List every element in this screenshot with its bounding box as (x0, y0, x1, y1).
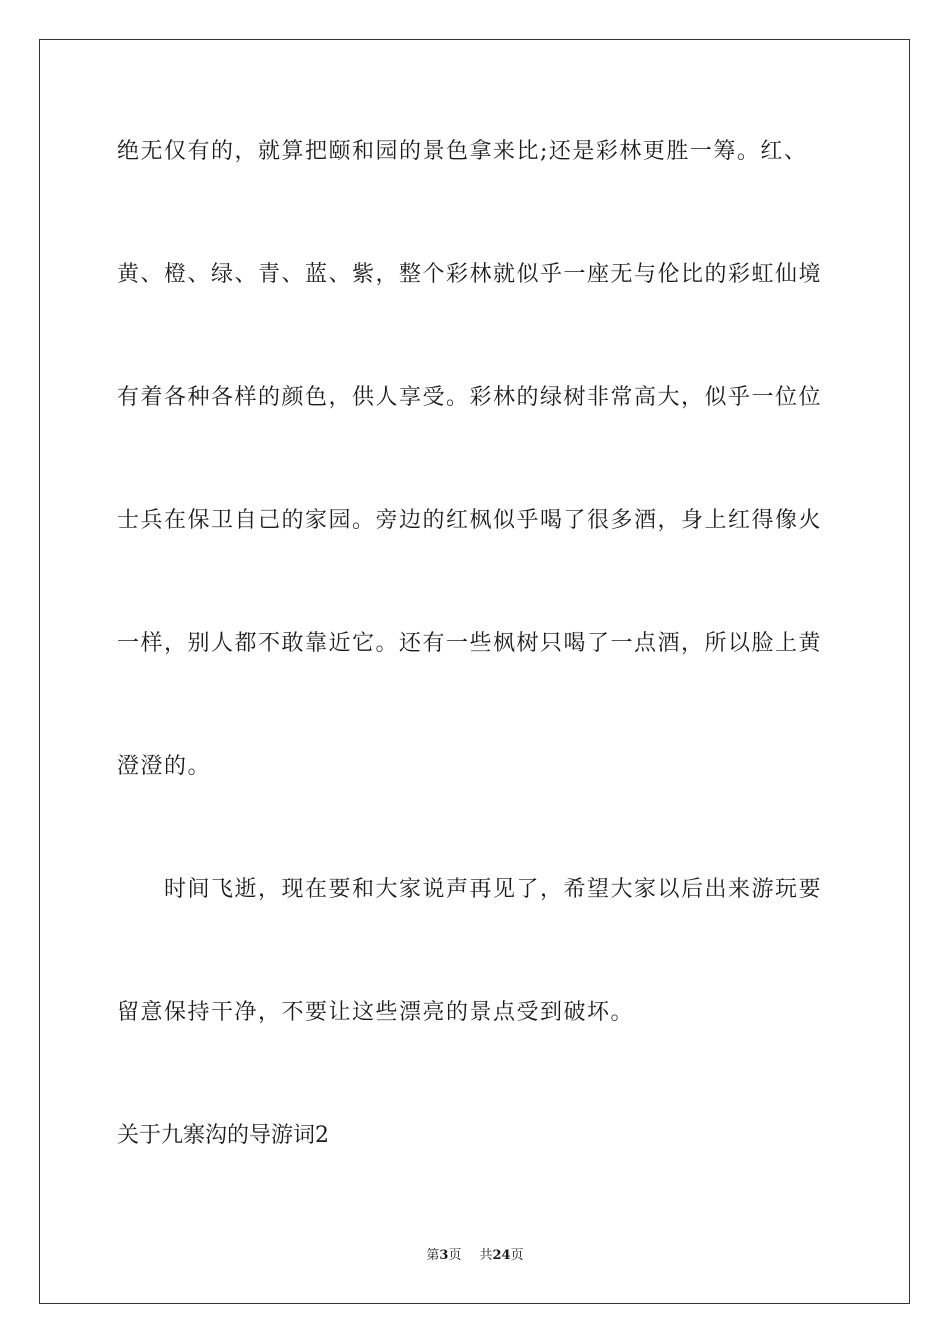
page-prefix: 第 (426, 1248, 440, 1263)
paragraph-line: 时间飞逝，现在要和大家说声再见了，希望大家以后出来游玩要 (164, 877, 823, 902)
paragraph-line: 黄、橙、绿、青、蓝、紫，整个彩林就似乎一座无与伦比的彩虹仙境 (117, 262, 823, 287)
page-border (39, 39, 910, 1304)
page-number: 3 (439, 1248, 449, 1263)
paragraph-line: 绝无仅有的，就算把颐和园的景色拿来比;还是彩林更胜一筹。红、 (117, 139, 808, 164)
total-prefix: 共 (479, 1248, 493, 1263)
page-footer (0, 1246, 950, 1266)
paragraph-line: 一样，别人都不敢靠近它。还有一些枫树只喝了一点酒，所以脸上黄 (117, 631, 823, 656)
section-heading: 关于九寨沟的导游词2 (117, 1123, 329, 1148)
paragraph-line: 澄澄的。 (117, 754, 212, 779)
paragraph-line: 留意保持干净，不要让这些漂亮的景点受到破坏。 (117, 1000, 635, 1025)
page-suffix: 页 (448, 1248, 462, 1263)
paragraph-line: 有着各种各样的颜色，供人享受。彩林的绿树非常高大，似乎一位位 (117, 385, 823, 410)
total-suffix: 页 (510, 1248, 524, 1263)
paragraph-line: 士兵在保卫自己的家园。旁边的红枫似乎喝了很多酒，身上红得像火 (117, 508, 823, 533)
total-pages: 24 (492, 1248, 511, 1263)
